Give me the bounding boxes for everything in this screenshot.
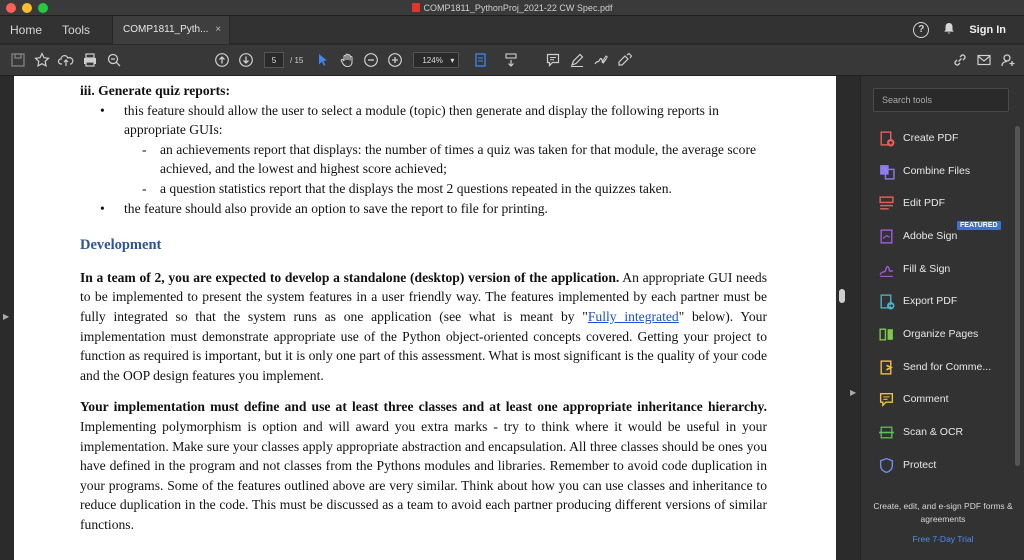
tool-item-label: Protect: [903, 459, 937, 471]
tool-item-edit-pdf[interactable]: [877, 191, 1017, 215]
promo-text: Create, edit, and e-sign PDF forms & agreements: [873, 501, 1013, 524]
zoom-in-icon[interactable]: [383, 48, 407, 72]
zoom-out-icon[interactable]: [359, 48, 383, 72]
pdf-file-icon: [412, 3, 420, 12]
scroll-mode-icon[interactable]: [499, 48, 523, 72]
zoom-level-value: 124%: [422, 55, 443, 65]
tools-panel: [860, 76, 1024, 560]
comment-tool-icon[interactable]: [541, 48, 565, 72]
tool-item-protect[interactable]: [877, 453, 1017, 477]
zoom-search-icon[interactable]: [102, 48, 126, 72]
search-tools-input[interactable]: Search tools: [873, 88, 1009, 112]
close-window-button[interactable]: [6, 3, 16, 13]
right-panel-toggle-icon[interactable]: ▶: [850, 388, 857, 397]
upload-cloud-icon[interactable]: [54, 48, 78, 72]
section-heading: Development: [80, 237, 162, 254]
export-pdf-icon: [877, 292, 895, 310]
window-title-text: COMP1811_PythonProj_2021-22 CW Spec.pdf: [423, 2, 613, 13]
tool-item-organize-pages[interactable]: [877, 322, 1017, 346]
zoom-window-button[interactable]: [38, 3, 48, 13]
zoom-level-select[interactable]: [413, 52, 459, 68]
previous-page-icon[interactable]: [210, 48, 234, 72]
featured-badge: FEATURED: [957, 221, 1001, 230]
bell-icon[interactable]: [943, 22, 955, 38]
star-icon[interactable]: [30, 48, 54, 72]
edit-pdf-icon: [877, 194, 895, 212]
free-trial-link[interactable]: Free 7-Day Trial: [912, 534, 974, 544]
tool-item-label: Fill & Sign: [903, 263, 951, 275]
paragraph-text: Implementing polymorphism is option and will award you extra marks - try to think where it would be useful in your implementation. Make sure your classes apply appropriate abstraction and encapsulation. All three classes should be ones you have defined in the program and not classes from the Pythons modules and libraries. Remember to avoid code duplication in your programs. Some of the features outlined above are very similar. Think about how you can use classes and inheritance to reduce duplication in the code. This must be discussed as a team to avoid each partner producing different versions of similar functions.: [80, 418, 767, 532]
tool-item-label: Export PDF: [903, 295, 958, 307]
window-title: [412, 3, 613, 13]
dash-item: - an achievements report that displays: the number of times a quiz was taken for that module, the average score achieved, and the lowest and highest score achieved;: [142, 140, 767, 179]
send-comment-icon: [877, 358, 895, 376]
edit-sign-icon[interactable]: [613, 48, 637, 72]
paragraph-bold-text: In a team of 2, you are expected to develop a standalone (desktop) version of the application.: [80, 269, 620, 285]
print-icon[interactable]: [78, 48, 102, 72]
fully-integrated-link[interactable]: Fully integrated: [587, 308, 679, 324]
window-controls: [6, 3, 48, 13]
email-icon[interactable]: [972, 48, 996, 72]
tool-item-combine-files[interactable]: [877, 159, 1017, 183]
tool-item-label: Organize Pages: [903, 328, 979, 340]
page-total: / 15: [290, 55, 304, 65]
share-link-icon[interactable]: [948, 48, 972, 72]
page-content: [80, 81, 767, 546]
paragraph-text: " below). Your implementation must demonstrate appropriate use of the Python object-oriented concepts covered. Getting your project to function as required is important, but it is only one part of this assessment. What is most significant is the quality of your code and the OOP design features you implement.: [80, 308, 767, 383]
tool-item-label: Send for Comme...: [903, 361, 992, 373]
tool-item-export-pdf[interactable]: [877, 289, 1017, 313]
highlight-pen-icon[interactable]: [565, 48, 589, 72]
bullet-item: • the feature should also provide an option to save the report to file for printing.: [98, 199, 767, 219]
window-titlebar: [0, 0, 1024, 16]
paragraph: [80, 397, 767, 534]
select-cursor-icon[interactable]: [311, 48, 335, 72]
create-pdf-icon: [877, 129, 895, 147]
draw-sign-icon[interactable]: [589, 48, 613, 72]
tools-tab[interactable]: Tools: [62, 22, 91, 37]
tool-item-comment[interactable]: [877, 387, 1017, 411]
menu-bar: [0, 16, 1024, 44]
document-tab[interactable]: [112, 16, 230, 44]
left-panel-toggle-icon[interactable]: ▶: [3, 312, 10, 321]
tool-item-fill-sign[interactable]: [877, 257, 1017, 281]
organize-pages-icon: [877, 325, 895, 343]
chevron-down-icon: ▾: [450, 55, 455, 65]
adobe-sign-icon: [877, 227, 895, 245]
tool-item-label: Adobe Sign: [903, 230, 958, 242]
bullet-item: • this feature should allow the user to select a module (topic) then generate and display the following reports in appropriate GUIs:: [98, 101, 767, 140]
document-scrollbar-thumb[interactable]: [839, 289, 845, 303]
document-tab-label: COMP1811_Pyth...: [123, 24, 209, 35]
share-user-icon[interactable]: [996, 48, 1020, 72]
paragraph: [80, 268, 767, 386]
protect-icon: [877, 456, 895, 474]
fill-sign-icon: [877, 260, 895, 278]
document-view[interactable]: [0, 76, 860, 560]
tool-item-label: Scan & OCR: [903, 426, 964, 438]
tool-item-scan-ocr[interactable]: [877, 420, 1017, 444]
page-number-input[interactable]: 5: [264, 52, 284, 68]
scan-ocr-icon: [877, 423, 895, 441]
comment-icon: [877, 390, 895, 408]
hand-tool-icon[interactable]: [335, 48, 359, 72]
paragraph-bold-text: Your implementation must define and use at least three classes and at least one appropriate inheritance hierarchy.: [80, 399, 767, 415]
close-tab-icon[interactable]: ×: [215, 24, 222, 35]
tool-item-label: Create PDF: [903, 132, 959, 144]
tool-item-label: Edit PDF: [903, 197, 946, 209]
save-icon[interactable]: [6, 48, 30, 72]
tool-item-send-comment[interactable]: [877, 355, 1017, 379]
pdf-page: [14, 76, 836, 560]
tools-scrollbar[interactable]: [1015, 126, 1020, 466]
subsection-heading: iii. Generate quiz reports:: [80, 83, 231, 98]
fit-page-icon[interactable]: [469, 48, 493, 72]
home-tab[interactable]: Home: [10, 22, 43, 37]
sign-in-button[interactable]: Sign In: [969, 23, 1006, 36]
paragraph-text: An appropriate GUI needs to be implemented to present the system features in a user friendly way. The features implemented by each partner must be fully integrated so that the system runs as one application (see what is meant by ": [80, 269, 767, 324]
help-icon[interactable]: ?: [913, 22, 929, 38]
main-toolbar: [0, 45, 1024, 76]
minimize-window-button[interactable]: [22, 3, 32, 13]
tool-item-label: Combine Files: [903, 165, 971, 177]
combine-files-icon: [877, 162, 895, 180]
tool-item-label: Comment: [903, 393, 949, 405]
dash-item: - a question statistics report that the displays the most 2 questions repeated in the quizzes taken.: [142, 179, 767, 199]
tool-item-create-pdf[interactable]: [877, 126, 1017, 150]
next-page-icon[interactable]: [234, 48, 258, 72]
